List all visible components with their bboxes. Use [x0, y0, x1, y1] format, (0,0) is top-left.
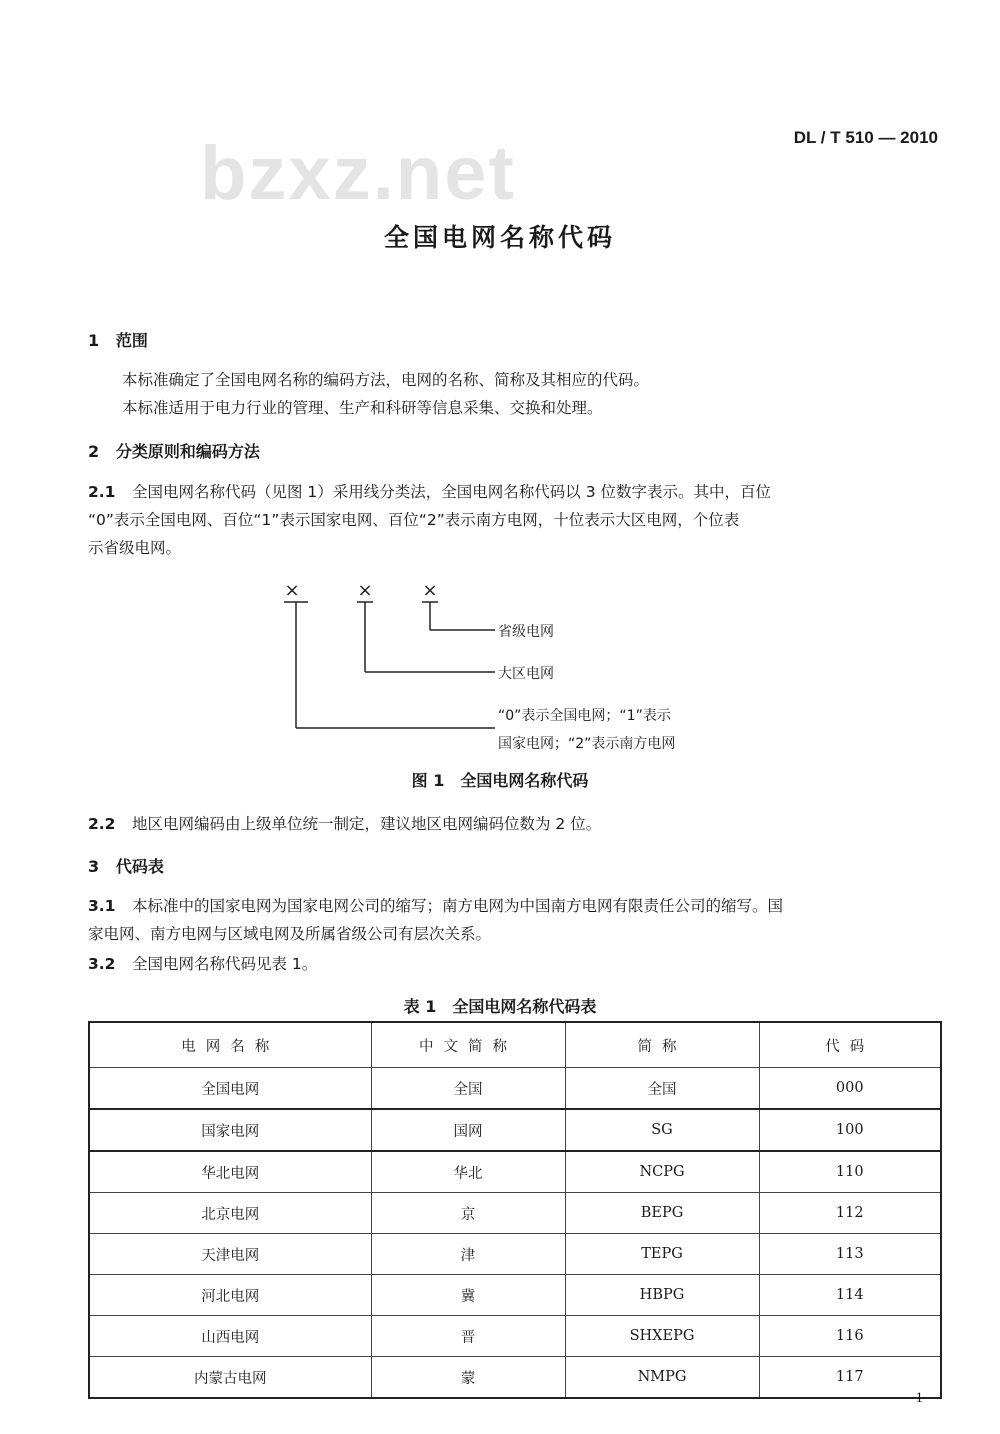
- clause-number: 3.2: [88, 955, 116, 973]
- clause-text-line: 家电网、南方电网与区域电网及所属省级公司有层次关系。: [88, 925, 492, 943]
- clause-3-1: [88, 892, 783, 920]
- cell-code: 000: [759, 1068, 941, 1110]
- section-3-heading: [88, 854, 164, 877]
- section-title: 代码表: [115, 857, 164, 876]
- section-number: 3: [88, 857, 100, 876]
- clause-text: 全国电网名称代码见表 1。: [132, 955, 318, 973]
- table-row: [89, 1068, 941, 1110]
- cell-code: 100: [759, 1109, 941, 1151]
- clause-text: 地区电网编码由上级单位统一制定，建议地区电网编码位数为 2 位。: [132, 815, 602, 833]
- section-number: 1: [88, 331, 100, 350]
- clause-text-line: 示省级电网。: [88, 539, 182, 557]
- clause-number: 3.1: [88, 897, 116, 915]
- cell-grid-name: 全国电网: [89, 1068, 371, 1110]
- cell-abbr: TEPG: [565, 1234, 759, 1275]
- cell-abbr: 全国: [565, 1068, 759, 1110]
- cell-code: 114: [759, 1275, 941, 1316]
- cell-grid-name: 华北电网: [89, 1151, 371, 1193]
- cell-grid-name: 天津电网: [89, 1234, 371, 1275]
- cell-chinese-abbr: 全国: [371, 1068, 565, 1110]
- cell-chinese-abbr: 华北: [371, 1151, 565, 1193]
- clause-2-1: [88, 478, 771, 506]
- header-abbr: 简称: [565, 1022, 759, 1068]
- cell-chinese-abbr: 国网: [371, 1109, 565, 1151]
- cell-chinese-abbr: 京: [371, 1193, 565, 1234]
- cell-chinese-abbr: 晋: [371, 1316, 565, 1357]
- cell-chinese-abbr: 津: [371, 1234, 565, 1275]
- grid-code-table: [88, 1021, 942, 1399]
- table-caption: 表 1 全国电网名称代码表: [403, 997, 597, 1016]
- clause-number: 2.2: [88, 815, 116, 833]
- header-grid-name: 电网名称: [89, 1022, 371, 1068]
- clause-2-2: [88, 810, 601, 838]
- table-row: [89, 1275, 941, 1316]
- section-title: 范围: [115, 331, 148, 350]
- watermark: bzxz.net: [200, 131, 516, 216]
- cell-abbr: SG: [565, 1109, 759, 1151]
- label-national-grid: “0”表示全国电网；“1”表示: [498, 708, 671, 724]
- cell-abbr: SHXEPG: [565, 1316, 759, 1357]
- label-province-grid: 省级电网: [498, 624, 554, 640]
- clause-text: 本标准中的国家电网为国家电网公司的缩写；南方电网为中国南方电网有限责任公司的缩写。国: [132, 897, 784, 915]
- standard-code: DL / T 510 — 2010: [793, 128, 938, 147]
- section-2-heading: [88, 439, 260, 462]
- clause-number: 2.1: [88, 483, 116, 501]
- cell-abbr: NCPG: [565, 1151, 759, 1193]
- table-row: [89, 1193, 941, 1234]
- table-row: [89, 1316, 941, 1357]
- cell-code: 110: [759, 1151, 941, 1193]
- cell-code: 116: [759, 1316, 941, 1357]
- cell-grid-name: 北京电网: [89, 1193, 371, 1234]
- page-number: 1: [915, 1390, 923, 1406]
- cell-abbr: HBPG: [565, 1275, 759, 1316]
- cell-grid-name: 山西电网: [89, 1316, 371, 1357]
- label-national-grid: 国家电网；“2”表示南方电网: [498, 736, 676, 752]
- section-1-heading: [88, 328, 148, 351]
- digit-hundreds-symbol: ×: [284, 580, 300, 601]
- table-row: [89, 1234, 941, 1275]
- table-row: [89, 1109, 941, 1151]
- page-title: 全国电网名称代码: [383, 223, 616, 252]
- table-header-row: [89, 1022, 941, 1068]
- clause-text: 全国电网名称代码（见图 1）采用线分类法，全国电网名称代码以 3 位数字表示。其中，百位: [132, 483, 772, 501]
- cell-code: 117: [759, 1357, 941, 1399]
- cell-abbr: BEPG: [565, 1193, 759, 1234]
- section-number: 2: [88, 442, 100, 461]
- table-row: [89, 1151, 941, 1193]
- digit-units-symbol: ×: [422, 580, 438, 601]
- paragraph: 本标准适用于电力行业的管理、生产和科研等信息采集、交换和处理。: [122, 399, 603, 417]
- cell-code: 112: [759, 1193, 941, 1234]
- cell-grid-name: 河北电网: [89, 1275, 371, 1316]
- label-region-grid: 大区电网: [498, 666, 554, 682]
- cell-chinese-abbr: 冀: [371, 1275, 565, 1316]
- header-chinese-abbr: 中文简称: [371, 1022, 565, 1068]
- digit-tens-symbol: ×: [357, 580, 373, 601]
- clause-3-2: [88, 950, 317, 978]
- clause-text-line: “0”表示全国电网、百位“1”表示国家电网、百位“2”表示南方电网，十位表示大区电网，个位表: [88, 511, 740, 529]
- cell-grid-name: 内蒙古电网: [89, 1357, 371, 1399]
- cell-chinese-abbr: 蒙: [371, 1357, 565, 1399]
- cell-abbr: NMPG: [565, 1357, 759, 1399]
- cell-grid-name: 国家电网: [89, 1109, 371, 1151]
- table-row: [89, 1357, 941, 1399]
- paragraph: 本标准确定了全国电网名称的编码方法，电网的名称、简称及其相应的代码。: [122, 371, 650, 389]
- cell-code: 113: [759, 1234, 941, 1275]
- figure-caption: 图 1 全国电网名称代码: [411, 771, 589, 790]
- header-code: 代码: [759, 1022, 941, 1068]
- section-title: 分类原则和编码方法: [115, 442, 260, 461]
